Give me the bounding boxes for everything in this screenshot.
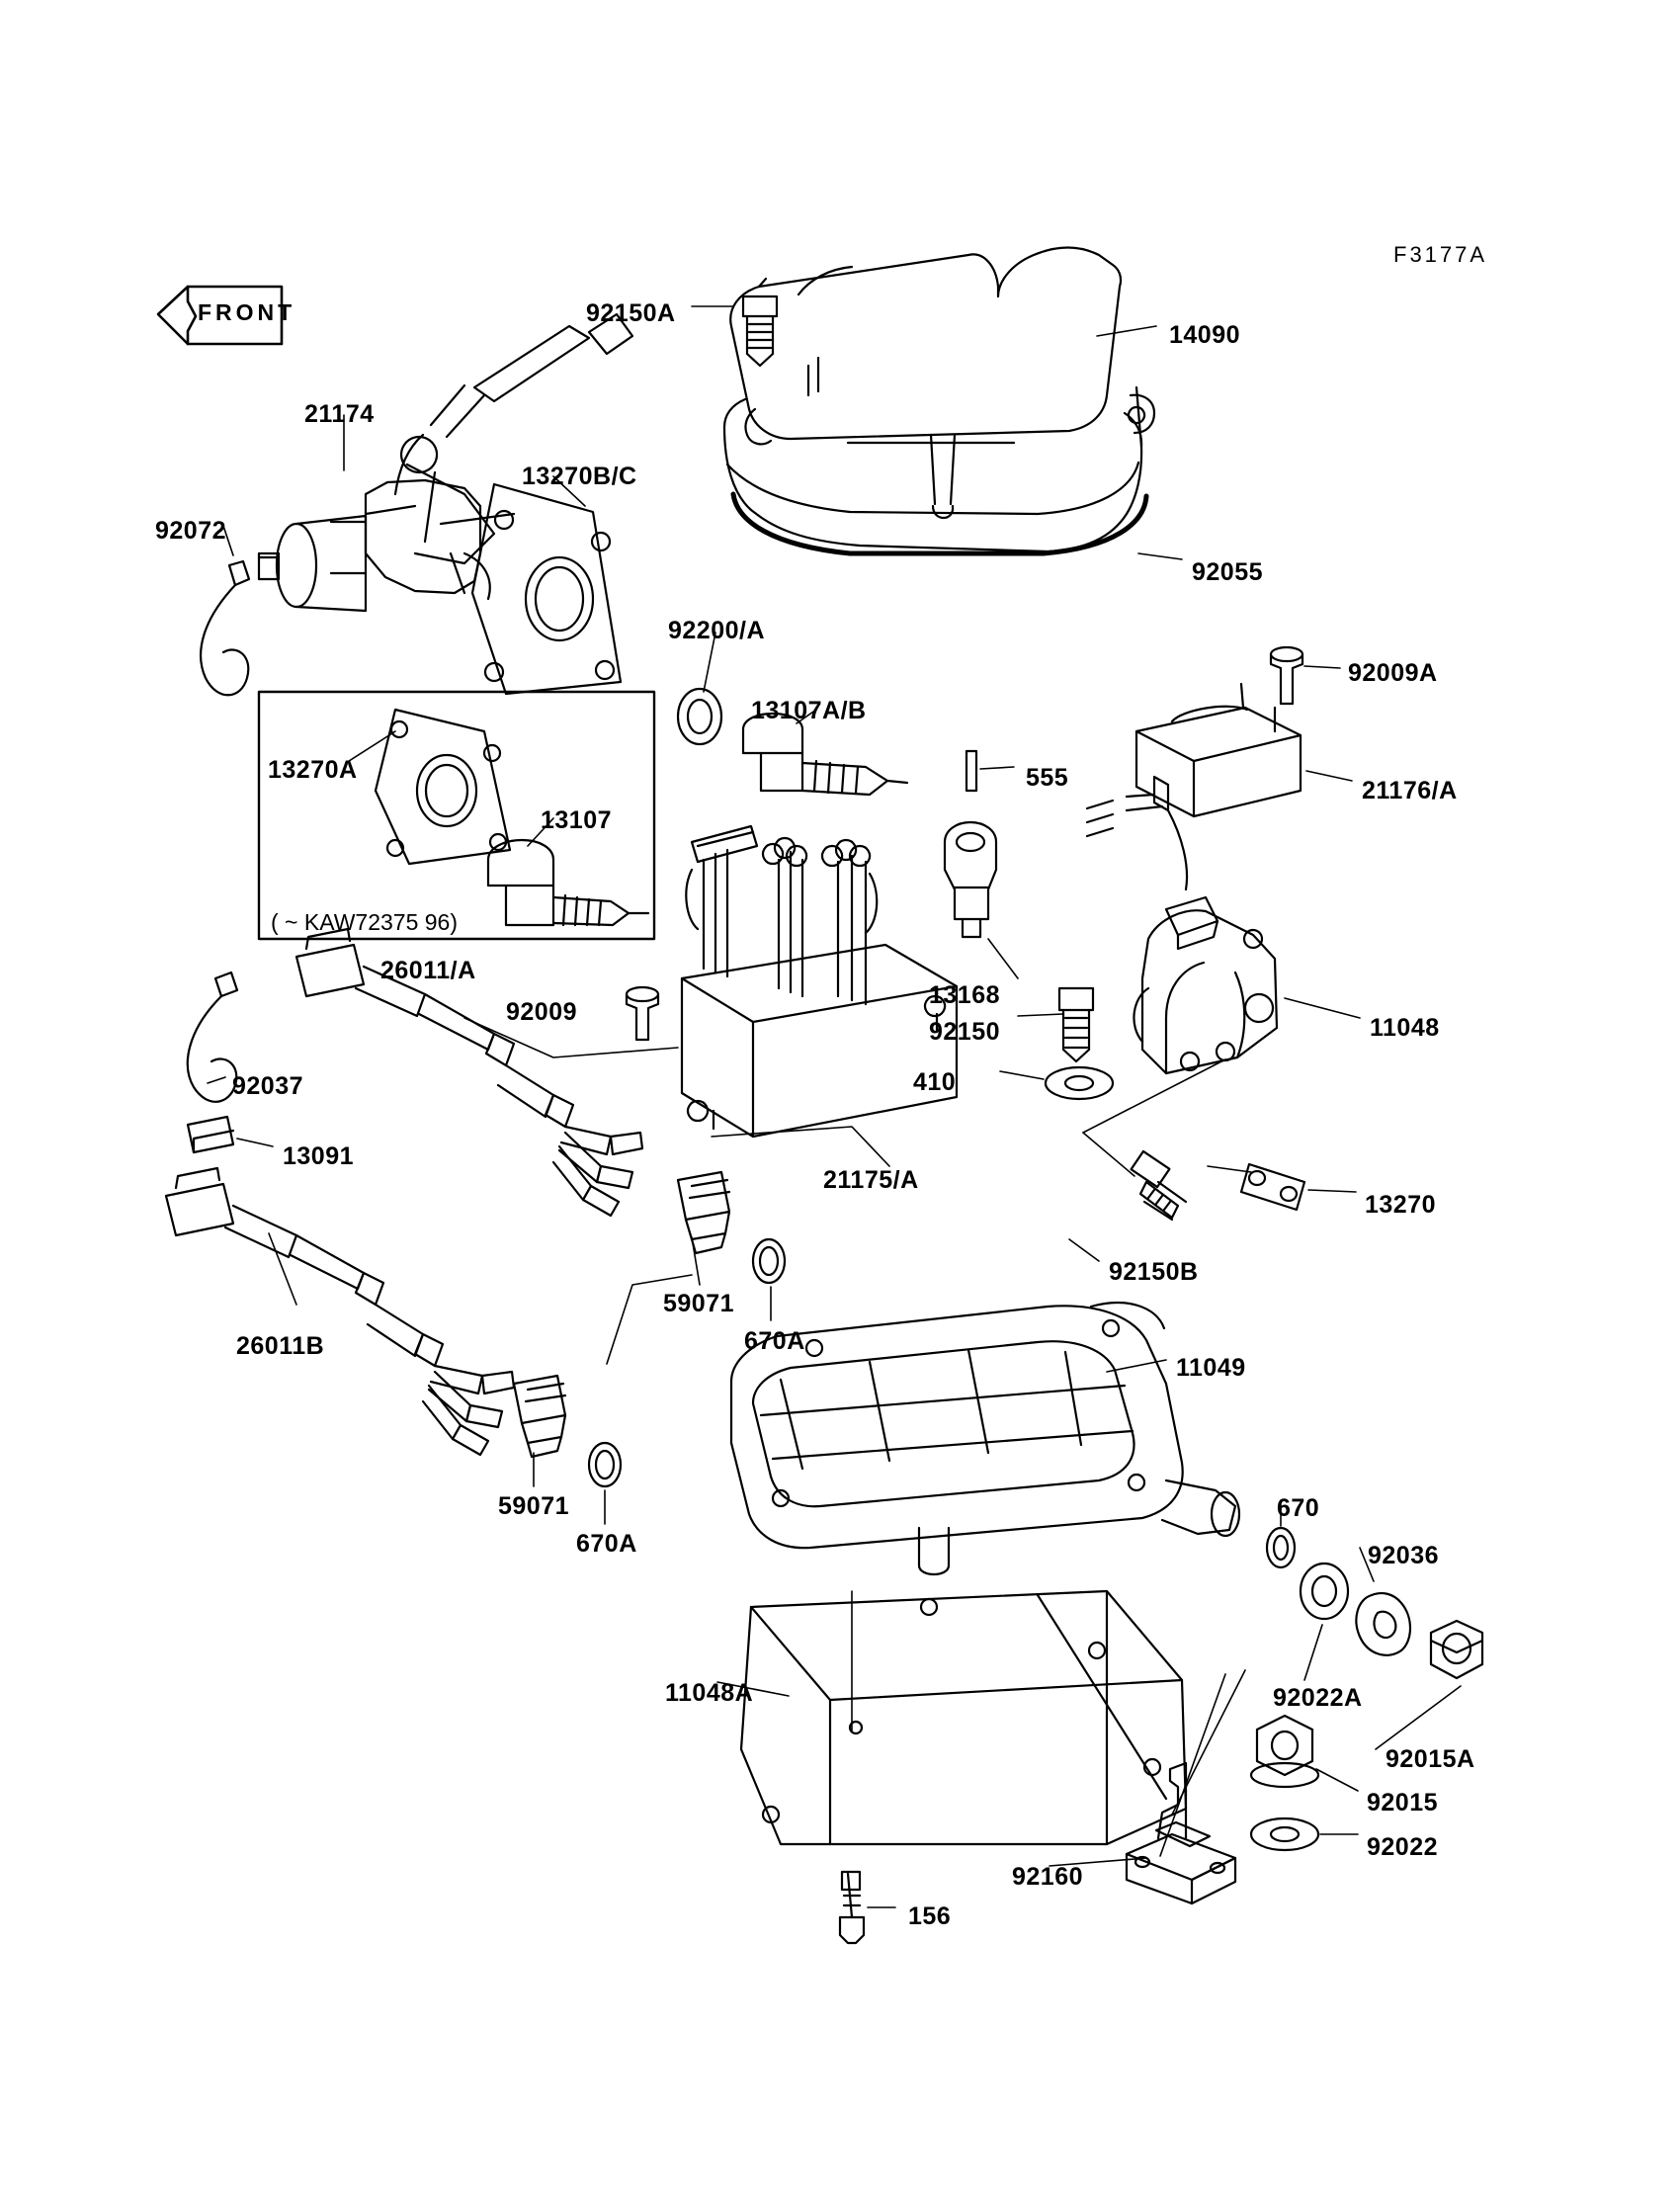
part-label-92150A[interactable]: 92150A (586, 299, 676, 327)
part-92150B-bolt (1132, 1151, 1186, 1220)
part-92009A-screw (1271, 647, 1302, 704)
part-label-92150B[interactable]: 92150B (1109, 1258, 1199, 1286)
part-label-92015[interactable]: 92015 (1367, 1789, 1439, 1817)
part-label-92036[interactable]: 92036 (1368, 1542, 1440, 1569)
part-92009-screw (627, 987, 658, 1040)
part-label-26011B[interactable]: 26011B (236, 1332, 325, 1360)
part-13168-lever (945, 822, 996, 937)
part-670A-upper (753, 1239, 785, 1283)
part-label-92160[interactable]: 92160 (1012, 1863, 1084, 1891)
part-label-13107AB[interactable]: 13107A/B (751, 697, 867, 724)
part-label-11049[interactable]: 11049 (1176, 1354, 1246, 1382)
part-13107AB-bolt (743, 714, 907, 795)
part-13091-clip (188, 1117, 233, 1152)
part-59071-lower (514, 1376, 565, 1457)
inset-note: ( ~ KAW72375 96) (271, 909, 458, 935)
part-11048A-plate (741, 1591, 1186, 1844)
part-92150-bolt (1059, 988, 1093, 1061)
part-label-92055[interactable]: 92055 (1192, 558, 1264, 586)
part-92072-band (201, 561, 249, 695)
part-label-11048A[interactable]: 11048A (665, 1679, 754, 1707)
part-label-21174[interactable]: 21174 (304, 400, 375, 428)
front-marker-label: FRONT (198, 299, 296, 325)
part-label-156[interactable]: 156 (908, 1902, 952, 1930)
part-label-92009A[interactable]: 92009A (1348, 659, 1438, 687)
part-156-screw (840, 1872, 864, 1943)
part-label-670A-lower[interactable]: 670A (576, 1530, 637, 1558)
part-label-92200A[interactable]: 92200/A (668, 617, 766, 644)
part-26011B-harness (166, 1168, 514, 1455)
part-92022-washer (1251, 1818, 1318, 1850)
part-label-670A-upper[interactable]: 670A (744, 1327, 805, 1355)
part-label-92009[interactable]: 92009 (506, 998, 578, 1026)
part-label-13107[interactable]: 13107 (541, 806, 613, 834)
part-label-21176A[interactable]: 21176/A (1362, 777, 1458, 804)
part-59071-upper (678, 1172, 729, 1253)
part-555-pin (966, 751, 976, 791)
part-410-washer (1046, 1067, 1113, 1099)
part-label-13270[interactable]: 13270 (1365, 1191, 1437, 1219)
part-92150A-bolt (743, 296, 777, 366)
part-92015-nut (1251, 1716, 1318, 1787)
part-670-oring (1267, 1528, 1295, 1567)
part-670A-lower (589, 1443, 621, 1486)
part-92200A-washer (678, 689, 721, 744)
part-label-670[interactable]: 670 (1277, 1494, 1320, 1522)
part-label-14090[interactable]: 14090 (1169, 321, 1241, 349)
part-label-92022A[interactable]: 92022A (1273, 1684, 1363, 1712)
part-label-92022[interactable]: 92022 (1367, 1833, 1439, 1861)
part-label-13270A[interactable]: 13270A (268, 756, 358, 784)
part-label-555[interactable]: 555 (1026, 764, 1069, 792)
part-92015A-nut (1431, 1621, 1482, 1678)
part-label-59071-lower[interactable]: 59071 (498, 1492, 570, 1520)
part-label-92037[interactable]: 92037 (232, 1072, 304, 1100)
part-label-13270BC[interactable]: 13270B/C (522, 463, 637, 490)
part-label-11048[interactable]: 11048 (1370, 1014, 1440, 1042)
part-label-92015A[interactable]: 92015A (1386, 1745, 1475, 1773)
part-14090-cover (724, 248, 1154, 554)
part-label-59071-upper[interactable]: 59071 (663, 1290, 735, 1317)
part-11049-housing (731, 1303, 1239, 1574)
part-label-92150[interactable]: 92150 (929, 1018, 1001, 1046)
part-13270-plate (1241, 1164, 1304, 1210)
part-label-21175A[interactable]: 21175/A (823, 1166, 919, 1194)
part-label-92072[interactable]: 92072 (155, 517, 227, 545)
part-label-26011A[interactable]: 26011/A (380, 957, 476, 984)
part-label-410[interactable]: 410 (913, 1068, 957, 1096)
diagram-code: F3177A (1393, 242, 1488, 267)
part-21176A-unit (1087, 684, 1301, 949)
part-92160-damper (1127, 1763, 1235, 1903)
part-label-13091[interactable]: 13091 (283, 1142, 355, 1170)
part-92022A-washer (1301, 1563, 1348, 1619)
part-92036-ring (1356, 1593, 1410, 1655)
part-label-13168[interactable]: 13168 (929, 981, 1001, 1009)
part-11048-bracket (1134, 910, 1277, 1073)
